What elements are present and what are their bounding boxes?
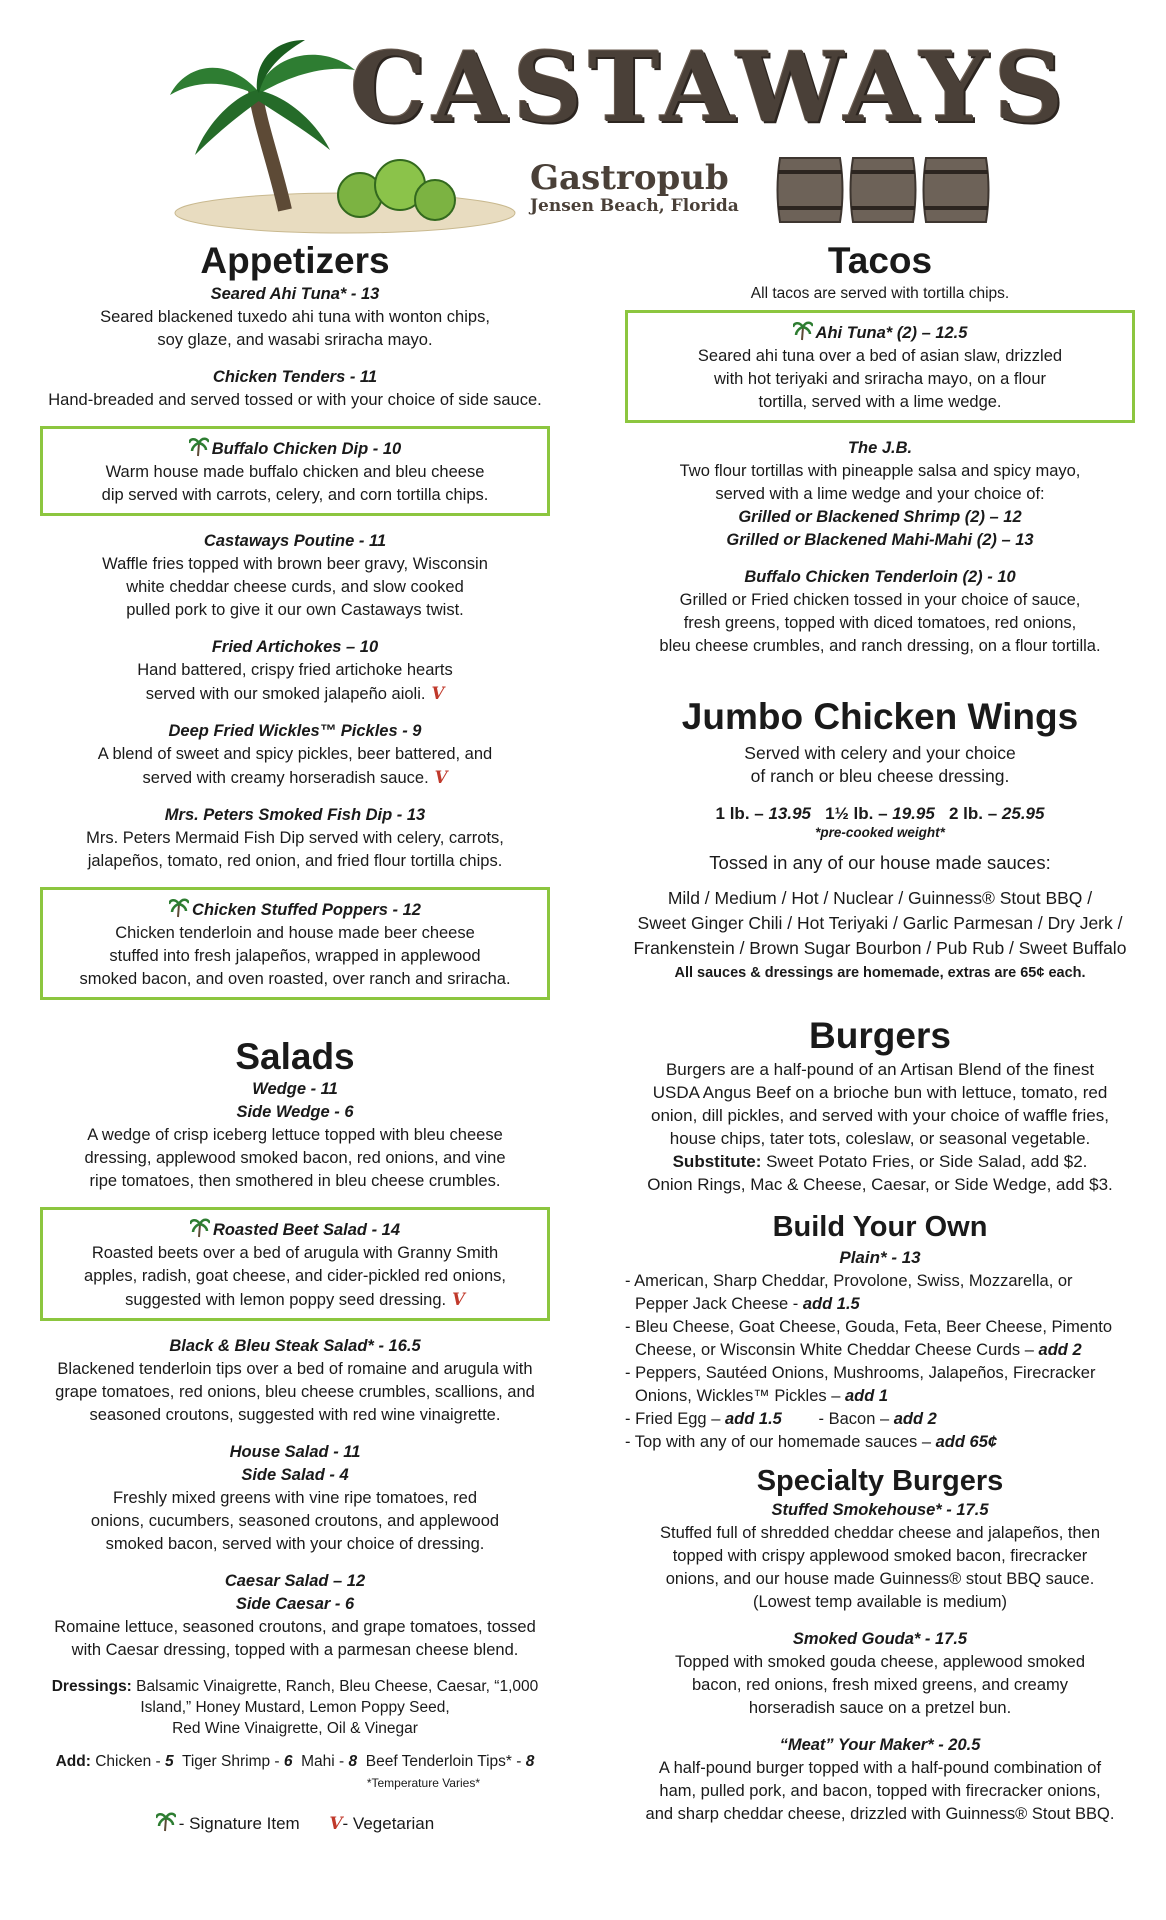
item-desc: Roasted beets over a bed of arugula with Granny Smith — [91, 1244, 499, 1263]
add-shrimp: Tiger Shrimp - — [181, 1753, 284, 1771]
sauce-line: Frankenstein / Brown Sugar Bourbon / Pub Rub / Sweet Buffalo — [633, 938, 1127, 959]
palm-tree-icon — [156, 1810, 176, 1832]
wings-desc — [625, 742, 1135, 788]
item-desc: Romaine lettuce, seasoned croutons, and grape tomatoes, tossed — [54, 1618, 536, 1637]
burgers-desc — [625, 1058, 1135, 1196]
item-desc: seasoned croutons, suggested with red wine vinaigrette. — [89, 1406, 501, 1425]
item-name: Black & Bleu Steak Salad* - 16.5 — [169, 1337, 421, 1356]
item-name: Seared Ahi Tuna* - 13 — [210, 284, 380, 303]
add-chicken: Chicken - — [95, 1753, 165, 1771]
sauce-line: Mild / Medium / Hot / Nuclear / Guinness® Stout BBQ / — [667, 888, 1093, 909]
item-name: House Salad - 11 — [229, 1443, 361, 1462]
add-shrimp-price: 6 — [283, 1753, 293, 1771]
item-desc — [40, 766, 550, 790]
vegetarian-icon: V — [434, 767, 448, 787]
item-desc: Freshly mixed greens with vine ripe tomatoes, red — [112, 1489, 478, 1508]
option-price: add 1.5 — [724, 1410, 782, 1429]
weight-note: *pre-cooked weight* — [815, 825, 945, 841]
item-desc: Seared ahi tuna over a bed of asian slaw, drizzled — [697, 346, 1063, 365]
item-desc: Served with celery and your choice — [744, 743, 1016, 764]
item-desc: dip served with carrots, celery, and corn tortilla chips. — [101, 485, 489, 504]
item-name: Mrs. Peters Smoked Fish Dip - 13 — [164, 805, 426, 824]
item-desc-text: served with creamy horseradish sauce. — [142, 768, 429, 787]
price-value: 25.95 — [1001, 804, 1045, 824]
menu-item — [625, 1499, 1135, 1614]
sauce-note: All sauces & dressings are homemade, extras are 65¢ each. — [674, 965, 1086, 982]
menu-item — [625, 1734, 1135, 1826]
appetizers-heading: Appetizers — [200, 240, 390, 281]
legend-vegetarian: - Vegetarian — [342, 1814, 435, 1834]
menu-item — [40, 720, 550, 790]
item-desc: Hand-breaded and served tossed or with your choice of side sauce. — [48, 390, 542, 409]
item-desc: Stuffed full of shredded cheddar cheese and jalapeños, then — [659, 1524, 1101, 1543]
wings-heading: Jumbo Chicken Wings — [681, 695, 1079, 737]
dressings-text: Red Wine Vinaigrette, Oil & Vinegar — [172, 1720, 418, 1738]
price-value: 13.95 — [768, 804, 811, 824]
item-desc: bacon, red onions, fresh mixed greens, and creamy — [691, 1676, 1069, 1695]
item-desc: dressing, applewood smoked bacon, red onions, and vine — [84, 1149, 506, 1168]
tacos-subtitle: All tacos are served with tortilla chips. — [750, 284, 1010, 302]
item-desc: Warm house made buffalo chicken and bleu cheese — [105, 462, 485, 481]
item-name-side: Side Caesar - 6 — [235, 1595, 355, 1614]
item-desc: with hot teriyaki and sriracha mayo, on a flour — [714, 369, 1046, 388]
item-desc: white cheddar cheese curds, and slow cooked — [126, 577, 464, 596]
dressings-text: Balsamic Vinaigrette, Ranch, Bleu Cheese, Caesar, “1,000 — [136, 1678, 539, 1696]
option-price: add 1.5 — [802, 1295, 860, 1314]
menu-item — [625, 437, 1135, 552]
substitute-label: Substitute: — [672, 1151, 762, 1171]
option-text: - American, Sharp Cheddar, Provolone, Swiss, Mozzarella, or — [625, 1272, 1073, 1291]
add-ons — [40, 1751, 550, 1772]
item-desc: topped with crispy applewood smoked bacon, firecracker — [672, 1547, 1088, 1566]
dressings-list — [40, 1676, 550, 1739]
item-desc: apples, radish, goat cheese, and cider-pickled red onions, — [84, 1267, 506, 1286]
item-desc: stuffed into fresh jalapeños, wrapped in applewood — [109, 946, 481, 965]
byo-option — [625, 1408, 1135, 1431]
item-desc: onions, cucumbers, seasoned croutons, and applewood — [90, 1512, 500, 1531]
item-desc: Blackened tenderloin tips over a bed of romaine and arugula with — [57, 1360, 533, 1379]
specialty-heading: Specialty Burgers — [756, 1465, 1004, 1498]
item-desc: A blend of sweet and spicy pickles, beer battered, and — [97, 744, 493, 763]
menu-item — [40, 530, 550, 622]
item-name — [47, 896, 543, 922]
byo-option — [625, 1316, 1135, 1362]
signature-item-box — [625, 310, 1135, 423]
menu-item — [40, 1570, 550, 1662]
item-name — [632, 319, 1128, 345]
item-desc: Hand battered, crispy fried artichoke hearts — [137, 660, 453, 679]
burgers-heading: Burgers — [809, 1015, 951, 1057]
item-desc: soy glaze, and wasabi sriracha mayo. — [157, 330, 433, 349]
item-name — [47, 435, 543, 461]
item-desc: jalapeños, tomato, red onion, and fried flour tortilla chips. — [87, 851, 503, 870]
palm-tree-icon — [793, 319, 813, 341]
menu-item — [625, 1628, 1135, 1720]
item-desc: ripe tomatoes, then smothered in bleu cheese crumbles. — [89, 1172, 501, 1191]
item-desc: with Caesar dressing, topped with a parmesan cheese blend. — [71, 1641, 519, 1660]
byo-option — [625, 1270, 1135, 1316]
item-desc-text: suggested with lemon poppy seed dressing. — [125, 1291, 447, 1310]
item-desc: ham, pulled pork, and bacon, topped with firecracker onions, — [659, 1782, 1101, 1801]
item-name: Deep Fried Wickles™ Pickles - 9 — [168, 721, 422, 740]
logo-location: Jensen Beach, Florida — [530, 196, 739, 216]
item-desc: house chips, tater tots, coleslaw, or seasonal vegetable. — [669, 1128, 1091, 1148]
item-desc — [40, 682, 550, 706]
item-desc: smoked bacon, served with your choice of dressing. — [105, 1535, 485, 1554]
item-name-text: Roasted Beet Salad - 14 — [212, 1221, 401, 1240]
signature-item-box — [40, 887, 550, 1000]
add-mahi-price: 8 — [348, 1753, 358, 1771]
item-name: Fried Artichokes – 10 — [211, 637, 379, 656]
item-name-side: Side Salad - 4 — [241, 1466, 349, 1485]
item-desc: Burgers are a half-pound of an Artisan Blend of the finest — [665, 1059, 1095, 1079]
option-text: - Bleu Cheese, Goat Cheese, Gouda, Feta, Beer Cheese, Pimento — [625, 1318, 1113, 1337]
item-desc: Two flour tortillas with pineapple salsa and spicy mayo, — [679, 461, 1081, 480]
menu-item — [40, 366, 550, 412]
byo-option — [625, 1431, 1135, 1454]
item-desc: Onion Rings, Mac & Cheese, Caesar, or Side Wedge, add $3. — [647, 1174, 1113, 1194]
logo-subtitle: Gastropub — [530, 158, 729, 198]
salads-heading: Salads — [235, 1035, 355, 1077]
item-desc: tortilla, served with a lime wedge. — [758, 392, 1002, 411]
option-text: Pepper Jack Cheese - — [635, 1295, 803, 1314]
option-text: Onions, Wickles™ Pickles – — [635, 1387, 845, 1406]
item-name: The J.B. — [847, 438, 913, 457]
item-desc: pulled pork to give it our own Castaways twist. — [126, 600, 464, 619]
right-column — [625, 240, 1135, 1840]
sauce-line: Sweet Ginger Chili / Hot Teriyaki / Garlic Parmesan / Dry Jerk / — [637, 913, 1123, 934]
item-desc: served with a lime wedge and your choice of: — [715, 484, 1045, 503]
dressings-label: Dressings: — [51, 1678, 132, 1696]
item-name: Wedge - 11 — [252, 1080, 338, 1099]
item-desc: onion, dill pickles, and served with your choice of waffle fries, — [651, 1105, 1109, 1125]
option-text: - Top with any of our homemade sauces – — [625, 1433, 936, 1452]
byo-option — [625, 1362, 1135, 1408]
item-desc: smoked bacon, and oven roasted, over ranch and sriracha. — [79, 969, 511, 988]
header — [0, 0, 1166, 240]
menu-item — [40, 1441, 550, 1556]
option-text: Cheese, or Wisconsin White Cheddar Cheese Curds – — [635, 1341, 1039, 1360]
item-name — [47, 1216, 543, 1242]
item-name-side: Side Wedge - 6 — [236, 1103, 354, 1122]
menu-item — [40, 1335, 550, 1427]
item-name: “Meat” Your Maker* - 20.5 — [779, 1736, 981, 1755]
price-label: 1½ lb. – — [825, 804, 893, 824]
signature-item-box — [40, 426, 550, 516]
item-name: Caesar Salad – 12 — [224, 1572, 366, 1591]
item-name: Buffalo Chicken Tenderloin (2) - 10 — [744, 567, 1016, 586]
tossed-text: Tossed in any of our house made sauces: — [709, 852, 1051, 874]
logo-title: CASTAWAYS — [350, 31, 1070, 144]
dressings-text: Island,” Honey Mustard, Lemon Poppy Seed, — [140, 1699, 450, 1717]
temperature-note: *Temperature Varies* — [366, 1776, 480, 1791]
item-desc: grape tomatoes, red onions, bleu cheese crumbles, scallions, and — [55, 1383, 535, 1402]
item-name-text: Chicken Stuffed Poppers - 12 — [192, 900, 421, 919]
item-desc: Waffle fries topped with brown beer gravy, Wisconsin — [102, 554, 488, 573]
item-desc: (Lowest temp available is medium) — [752, 1593, 1008, 1612]
item-desc: fresh greens, topped with diced tomatoes, red onions, — [683, 613, 1077, 632]
option-price: add 65¢ — [935, 1433, 998, 1452]
item-name: Smoked Gouda* - 17.5 — [792, 1630, 968, 1649]
option-text: - Bacon – — [818, 1410, 894, 1429]
sauce-list — [625, 886, 1135, 961]
price-value: 19.95 — [892, 804, 935, 824]
left-column — [40, 240, 550, 1834]
item-desc-text: served with our smoked jalapeño aioli. — [145, 684, 426, 703]
option-price: add 1 — [844, 1387, 889, 1406]
signature-item-box — [40, 1207, 550, 1321]
menu-item — [40, 1078, 550, 1193]
price-label: 1 lb. – — [715, 804, 769, 824]
item-desc: bleu cheese crumbles, and ranch dressing, on a flour tortilla. — [659, 636, 1101, 655]
item-desc: of ranch or bleu cheese dressing. — [750, 766, 1010, 787]
item-desc: USDA Angus Beef on a brioche bun with lettuce, tomato, red — [652, 1082, 1108, 1102]
item-name-text: Buffalo Chicken Dip - 10 — [211, 439, 402, 458]
item-desc: onions, and our house made Guinness® stout BBQ sauce. — [665, 1570, 1095, 1589]
item-desc: and sharp cheddar cheese, drizzled with Guinness® Stout BBQ. — [645, 1805, 1115, 1824]
vegetarian-icon: V — [452, 1290, 465, 1310]
item-name: Stuffed Smokehouse* - 17.5 — [771, 1501, 989, 1520]
item-option: Grilled or Blackened Mahi-Mahi (2) – 13 — [726, 530, 1034, 549]
palm-tree-icon — [189, 435, 209, 457]
item-desc: horseradish sauce on a pretzel bun. — [748, 1699, 1012, 1718]
palm-tree-icon — [190, 1216, 210, 1238]
item-desc: Grilled or Fried chicken tossed in your choice of sauce, — [679, 590, 1081, 609]
item-desc: Seared blackened tuxedo ahi tuna with wonton chips, — [100, 307, 490, 326]
barrels-icon — [775, 150, 995, 230]
vegetarian-icon: V — [431, 683, 445, 703]
item-desc: Mrs. Peters Mermaid Fish Dip served with celery, carrots, — [86, 828, 504, 847]
item-desc: A wedge of crisp iceberg lettuce topped with bleu cheese — [87, 1126, 503, 1145]
price-label: 2 lb. – — [948, 804, 1002, 824]
option-text: - Peppers, Sautéed Onions, Mushrooms, Jalapeños, Firecracker — [625, 1364, 1096, 1383]
item-desc: A half-pound burger topped with a half-pound combination of — [658, 1759, 1102, 1778]
tacos-heading: Tacos — [827, 240, 933, 281]
legend-signature: - Signature Item — [178, 1814, 300, 1834]
option-price: add 2 — [1038, 1341, 1082, 1360]
menu-item — [40, 636, 550, 706]
add-tips-price: 8 — [525, 1753, 535, 1771]
menu-item — [40, 804, 550, 873]
byo-plain: Plain* - 13 — [839, 1248, 921, 1268]
option-price: add 2 — [893, 1410, 937, 1429]
item-name: Chicken Tenders - 11 — [212, 367, 378, 386]
wings-prices — [625, 802, 1135, 825]
item-desc: Chicken tenderloin and house made beer cheese — [115, 923, 475, 942]
item-desc: Topped with smoked gouda cheese, applewood smoked — [674, 1653, 1086, 1672]
menu-item — [625, 566, 1135, 658]
palm-tree-icon — [169, 896, 189, 918]
add-mahi: Mahi - — [301, 1753, 349, 1771]
item-desc — [47, 1288, 543, 1312]
item-desc — [625, 1150, 1135, 1173]
option-text: - Fried Egg – — [625, 1410, 725, 1429]
vegetarian-icon: V — [329, 1814, 343, 1835]
item-name-text: Ahi Tuna* (2) – 12.5 — [815, 323, 968, 342]
item-option: Grilled or Blackened Shrimp (2) – 12 — [738, 507, 1022, 526]
substitute-text: Sweet Potato Fries, or Side Salad, add $2. — [761, 1151, 1088, 1171]
legend — [40, 1810, 550, 1834]
add-tips: Beef Tenderloin Tips* - — [365, 1753, 526, 1771]
add-chicken-price: 5 — [165, 1753, 174, 1771]
byo-heading: Build Your Own — [772, 1210, 988, 1243]
item-name: Castaways Poutine - 11 — [203, 531, 387, 550]
menu-item — [40, 283, 550, 352]
byo-options — [625, 1270, 1135, 1454]
add-label: Add: — [55, 1753, 91, 1771]
